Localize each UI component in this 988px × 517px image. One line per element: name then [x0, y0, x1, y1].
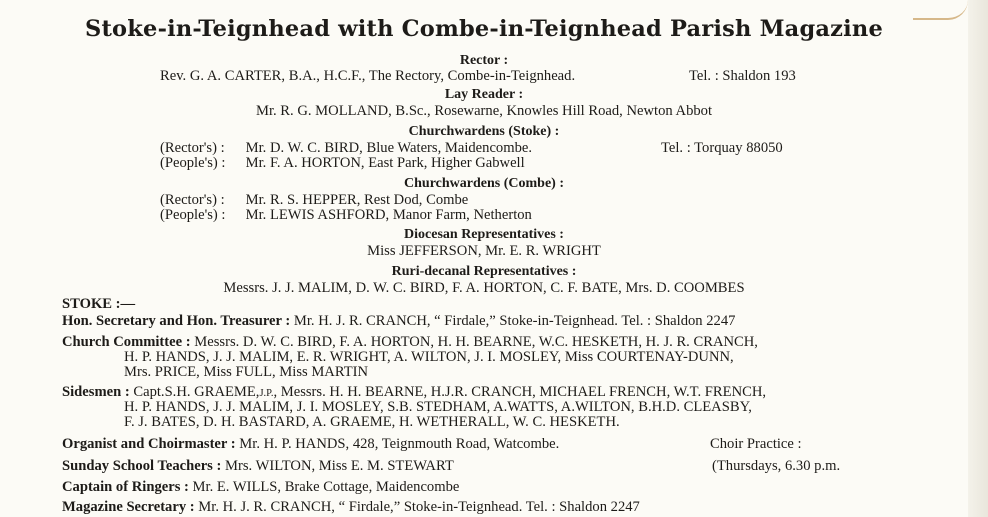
choir-practice: Choir Practice :	[710, 436, 802, 452]
churchwarden-label: (People's) :	[160, 155, 226, 171]
diocesan-line: Miss JEFFERSON, Mr. E. R. WRIGHT	[367, 243, 601, 259]
churchwarden-row	[160, 140, 532, 156]
churchwarden-row	[160, 155, 525, 171]
magazine-secretary-text: Mr. H. J. R. CRANCH, “ Firdale,” Stoke-in-Teignhead. Tel. : Shaldon 2247	[198, 499, 640, 515]
sidesmen-label: Sidesmen :	[62, 384, 130, 400]
sidesmen-text: Capt.S.H. GRAEME,	[133, 384, 260, 400]
sunday-school-text: Mrs. WILTON, Miss E. M. STEWART	[225, 458, 454, 474]
ruri-decanal-line: Messrs. J. J. MALIM, D. W. C. BIRD, F. A. HORTON, C. F. BATE, Mrs. D. COOMBES	[223, 280, 745, 296]
churchwarden-row	[160, 192, 468, 208]
magazine-secretary-row	[62, 499, 640, 515]
magazine-secretary-label: Magazine Secretary :	[62, 499, 195, 515]
churchwarden-label: (Rector's) :	[160, 192, 225, 208]
churchwarden-label: (People's) :	[160, 207, 226, 223]
committee-line: Mrs. PRICE, Miss FULL, Miss MARTIN	[124, 364, 369, 380]
ringers-text: Mr. E. WILLS, Brake Cottage, Maidencombe	[192, 479, 460, 495]
page-edge	[968, 0, 988, 517]
stoke-heading: STOKE :—	[62, 296, 136, 312]
organist-label: Organist and Choirmaster :	[62, 436, 236, 452]
committee-line: H. P. HANDS, J. J. MALIM, E. R. WRIGHT, A. WILTON, J. I. MOSLEY, Miss COURTENAY-DUNN,	[124, 349, 734, 365]
churchwarden-row	[160, 207, 532, 223]
churchwardens-stoke-heading: Churchwardens (Stoke) :	[408, 124, 560, 139]
committee-line: Messrs. D. W. C. BIRD, F. A. HORTON, H. H. BEARNE, W.C. HESKETH, H. J. R. CRANCH,	[194, 334, 758, 350]
churchwarden-label: (Rector's) :	[160, 140, 225, 156]
ruri-decanal-heading: Ruri-decanal Representatives :	[391, 264, 577, 279]
rector-heading: Rector :	[459, 53, 509, 68]
sidesmen-line: H. P. HANDS, J. J. MALIM, J. I. MOSLEY, S.B. STEDHAM, A.WATTS, A.WILTON, B.H.D. CLEASBY,	[124, 399, 752, 415]
sidesmen-text: , Messrs. H. H. BEARNE, H.J.R. CRANCH, MICHAEL FRENCH, W.T. FRENCH,	[273, 384, 767, 400]
lay-reader-heading: Lay Reader :	[444, 87, 524, 102]
rector-tel: Tel. : Shaldon 193	[689, 68, 796, 84]
churchwarden-text: Mr. D. W. C. BIRD, Blue Waters, Maidencombe.	[245, 140, 533, 156]
sunday-school-label: Sunday School Teachers :	[62, 458, 222, 474]
organist-row	[62, 436, 559, 452]
ringers-label: Captain of Ringers :	[62, 479, 189, 495]
diocesan-heading: Diocesan Representatives :	[404, 227, 564, 242]
organist-text: Mr. H. P. HANDS, 428, Teignmouth Road, Watcombe.	[239, 436, 560, 452]
churchwarden-tel: Tel. : Torquay 88050	[661, 140, 783, 156]
committee-label: Church Committee :	[62, 334, 191, 350]
churchwardens-combe-heading: Churchwardens (Combe) :	[404, 176, 564, 191]
churchwarden-text: Mr. R. S. HEPPER, Rest Dod, Combe	[245, 192, 469, 208]
churchwarden-text: Mr. LEWIS ASHFORD, Manor Farm, Netherton	[245, 207, 532, 223]
rector-line: Rev. G. A. CARTER, B.A., H.C.F., The Rectory, Combe-in-Teignhead.	[160, 68, 576, 84]
jp-suffix: J.P.	[259, 388, 274, 399]
choir-time: (Thursdays, 6.30 p.m.	[712, 458, 841, 474]
secretary-text: Mr. H. J. R. CRANCH, “ Firdale,” Stoke-in-Teignhead. Tel. : Shaldon 2247	[293, 313, 736, 329]
sunday-school-row	[62, 458, 454, 474]
sidesmen-line: F. J. BATES, D. H. BASTARD, A. GRAEME, H. WETHERALL, W. C. HESKETH.	[124, 414, 620, 430]
committee-row	[62, 334, 758, 350]
lay-reader-line: Mr. R. G. MOLLAND, B.Sc., Rosewarne, Knowles Hill Road, Newton Abbot	[255, 103, 713, 119]
secretary-label: Hon. Secretary and Hon. Treasurer :	[62, 313, 291, 329]
secretary-row	[62, 313, 735, 329]
churchwarden-text: Mr. F. A. HORTON, East Park, Higher Gabwell	[245, 155, 525, 171]
magazine-title: Stoke-in-Teignhead with Combe-in-Teignhead Parish Magazine	[85, 16, 883, 42]
ringers-row	[62, 479, 459, 495]
